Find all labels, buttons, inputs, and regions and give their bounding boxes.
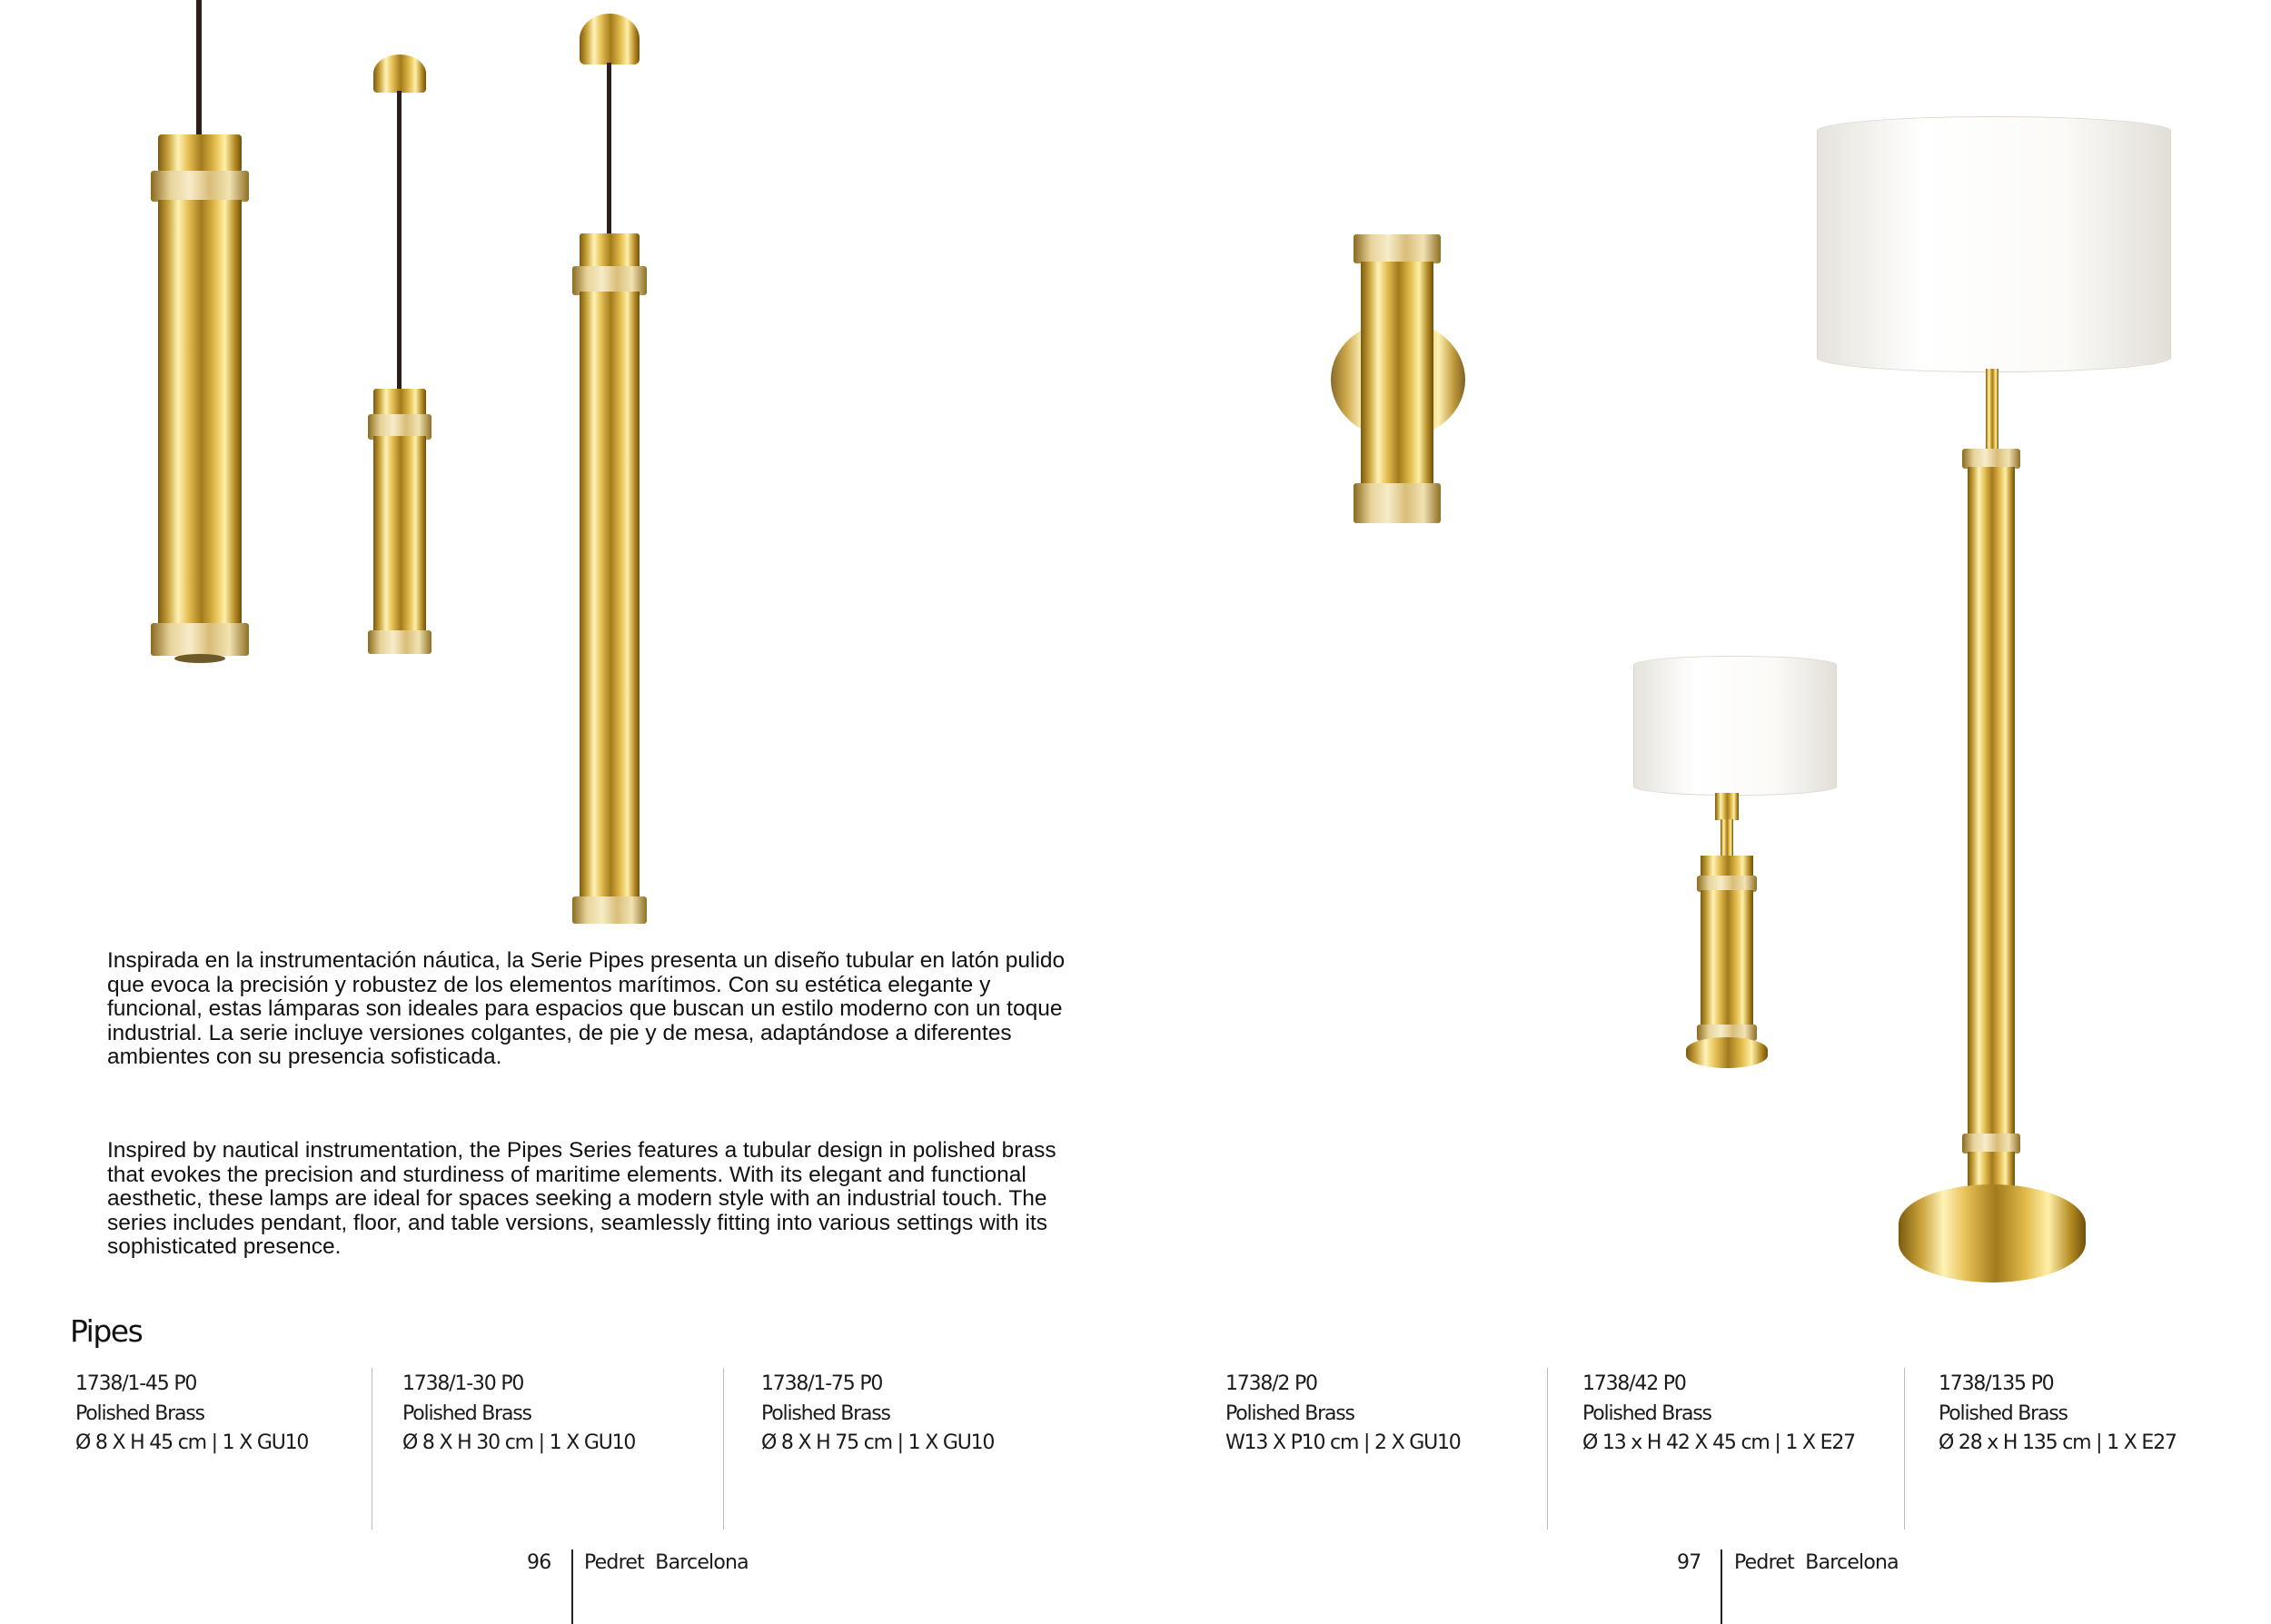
pendant-lamp-75-image xyxy=(563,14,654,922)
product-spec-5 xyxy=(1582,1370,1855,1459)
pendant-lamp-30-image xyxy=(359,54,441,654)
footer-divider-right xyxy=(1721,1550,1722,1624)
footer-brand-left: Pedret Barcelona xyxy=(584,1551,749,1574)
product-spec-4 xyxy=(1225,1370,1461,1459)
description-spanish: Inspirada en la instrumentación náutica, la Serie Pipes presenta un diseño tubular en latón pulido que evoca la precisión y robustez de los elementos marítimos. Con su estética elegante y funcional, estas lámparas son ideales para espacios que buscan un estilo moderno con un toque industrial. La serie incluye versiones colgantes, de pie y de mesa, adaptándose a diferentes ambientes con su presencia sofisticada. xyxy=(107,948,1066,1069)
product-code: 1738/1-45 P0 xyxy=(75,1372,197,1395)
series-title: Pipes xyxy=(70,1313,143,1349)
product-finish: Polished Brass xyxy=(761,1401,890,1425)
product-dimensions: Ø 8 X H 45 cm | 1 X GU10 xyxy=(75,1431,309,1454)
description-english: Inspired by nautical instrumentation, the Pipes Series features a tubular design in polished brass that evokes the precision and sturdiness of maritime elements. With its elegant and functional aesthetic, these lamps are ideal for spaces seeking a modern style with an industrial touch. The series includes pendant, floor, and table versions, seamlessly fitting into various settings with its sophisticated presence. xyxy=(107,1138,1056,1259)
product-code: 1738/1-75 P0 xyxy=(761,1372,883,1395)
wall-lamp-image xyxy=(1326,234,1472,525)
footer-divider-left xyxy=(571,1550,573,1624)
page-number-right: 97 xyxy=(1677,1551,1701,1574)
product-dimensions: Ø 13 x H 42 X 45 cm | 1 X E27 xyxy=(1582,1431,1855,1454)
product-finish: Polished Brass xyxy=(402,1401,531,1425)
product-spec-3 xyxy=(761,1370,994,1459)
product-finish: Polished Brass xyxy=(1225,1401,1354,1425)
product-finish: Polished Brass xyxy=(75,1401,204,1425)
page-number-left: 96 xyxy=(527,1551,551,1574)
product-spec-2 xyxy=(402,1370,635,1459)
product-spec-1 xyxy=(75,1370,308,1459)
product-dimensions: W13 X P10 cm | 2 X GU10 xyxy=(1225,1431,1461,1454)
footer-brand-right: Pedret Barcelona xyxy=(1734,1551,1899,1574)
product-finish: Polished Brass xyxy=(1582,1401,1711,1425)
column-divider xyxy=(723,1368,724,1530)
column-divider xyxy=(1904,1368,1905,1530)
pendant-lamp-45-image xyxy=(145,0,254,672)
product-dimensions: Ø 28 x H 135 cm | 1 X E27 xyxy=(1939,1431,2177,1454)
product-finish: Polished Brass xyxy=(1939,1401,2068,1425)
product-spec-6 xyxy=(1939,1370,2177,1459)
product-code: 1738/2 P0 xyxy=(1225,1372,1317,1395)
product-code: 1738/135 P0 xyxy=(1939,1372,2054,1395)
column-divider xyxy=(1547,1368,1548,1530)
product-code: 1738/42 P0 xyxy=(1582,1372,1686,1395)
product-code: 1738/1-30 P0 xyxy=(402,1372,524,1395)
floor-lamp-image xyxy=(1808,116,2189,1297)
product-dimensions: Ø 8 X H 30 cm | 1 X GU10 xyxy=(402,1431,636,1454)
product-dimensions: Ø 8 X H 75 cm | 1 X GU10 xyxy=(761,1431,995,1454)
